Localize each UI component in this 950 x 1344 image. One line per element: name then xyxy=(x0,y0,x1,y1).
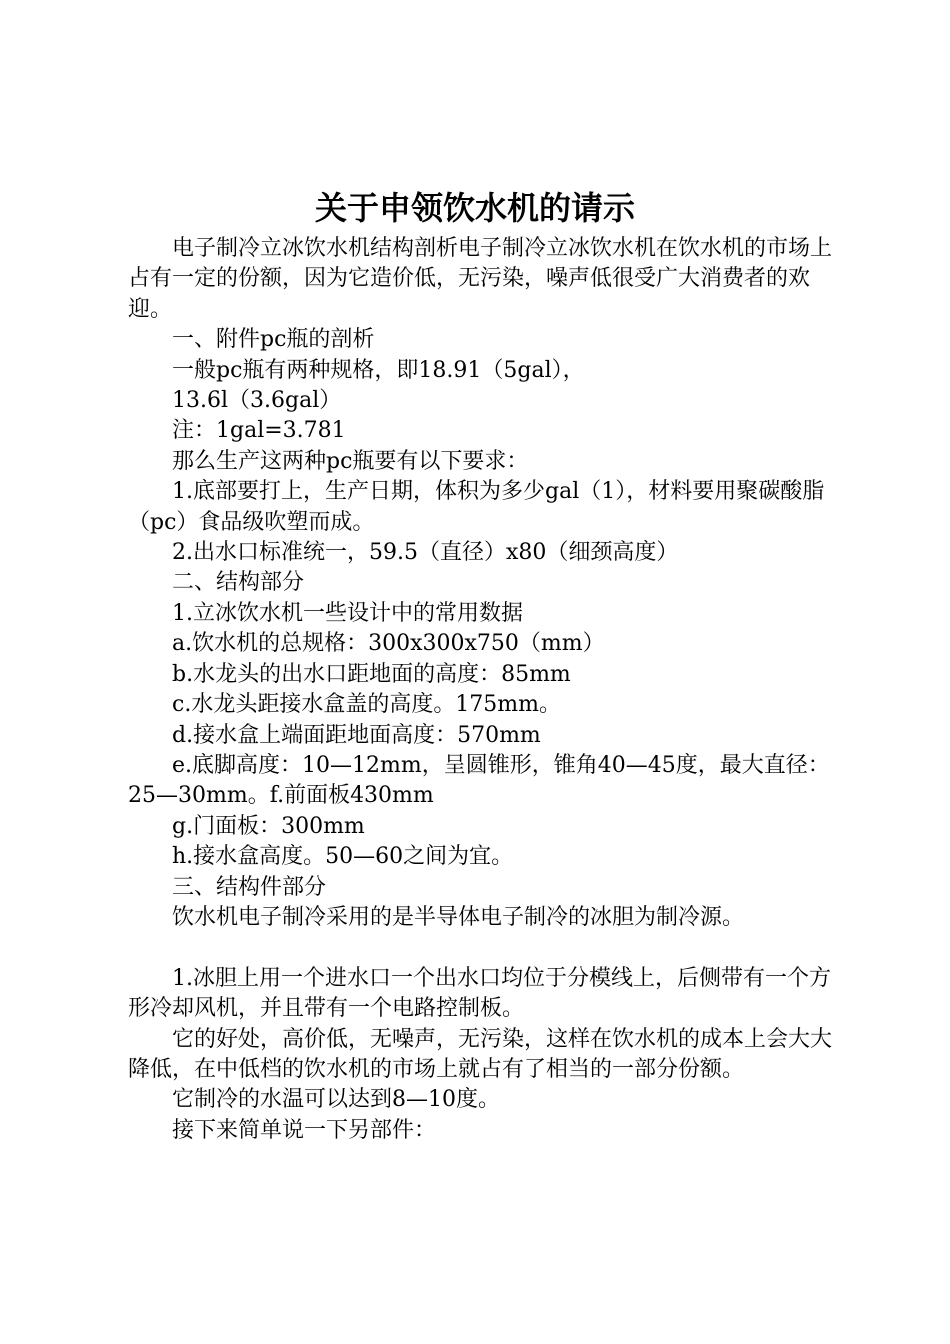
paragraph-ice-tank: 1.冰胆上用一个进水口一个出水口均位于分模线上，后侧带有一个方形冷却风机，并且带有一个电路控制板。 xyxy=(128,965,831,1022)
list-item-a: a.饮水机的总规格：300x300x750（mm） xyxy=(172,631,605,657)
paragraph-note: 注：1gal=3.781 xyxy=(172,418,346,444)
paragraph-intro: 电子制冷立冰饮水机结构剖析电子制冷立冰饮水机在饮水机的市场上占有一定的份额，因为它造价低，无污染，噪声低很受广大消费者的欢迎。 xyxy=(128,236,833,322)
paragraph-bottle-specs: 一般pc瓶有两种规格，即18.91（5gal）， xyxy=(172,357,585,383)
blank-line xyxy=(128,933,832,963)
heading-section-2: 二、结构部分 xyxy=(172,570,305,596)
document-body xyxy=(128,234,832,1146)
list-item-b: b.水龙头的出水口距地面的高度：85mm xyxy=(172,661,571,687)
list-item-e-f: e.底脚高度：10—12mm，呈圆锥形，锥角40—45度，最大直径：25—30mm。f.前面板430mm xyxy=(128,752,830,809)
paragraph-advantages: 它的好处，高价低，无噪声，无污染，这样在饮水机的成本上会大大降低，在中低档的饮水机的市场上就占有了相当的一部分份额。 xyxy=(128,1026,833,1082)
paragraph-water-temp: 它制冷的水温可以达到8—10度。 xyxy=(172,1087,500,1113)
list-item-d: d.接水盒上端面距地面高度：570mm xyxy=(172,722,541,748)
heading-section-3: 三、结构件部分 xyxy=(172,874,327,900)
paragraph-bottle-spec-2: 13.6l（3.6gal） xyxy=(172,388,342,414)
paragraph-requirement-1: 1.底部要打上，生产日期，体积为多少gal（1），材料要用聚碳酸脂（pc）食品级吹塑而成。 xyxy=(128,479,825,535)
list-item-h: h.接水盒高度。50—60之间为宜。 xyxy=(172,844,514,870)
paragraph-common-data: 1.立冰饮水机一些设计中的常用数据 xyxy=(172,600,523,626)
paragraph-requirement-2: 2.出水口标准统一，59.5（直径）x80（细颈高度） xyxy=(172,540,679,566)
list-item-g: g.门面板：300mm xyxy=(172,813,365,839)
document-title: 关于申领饮水机的请示 xyxy=(314,189,635,227)
heading-section-1: 一、附件pc瓶的剖析 xyxy=(172,327,375,353)
paragraph-cooling-source: 饮水机电子制冷采用的是半导体电子制冷的冰胆为制冷源。 xyxy=(172,904,745,930)
paragraph-requirements-intro: 那么生产这两种pc瓶要有以下要求： xyxy=(172,448,529,474)
paragraph-next-parts: 接下来简单说一下另部件： xyxy=(172,1117,437,1143)
list-item-c: c.水龙头距接水盒盖的高度。175mm。 xyxy=(172,692,562,718)
